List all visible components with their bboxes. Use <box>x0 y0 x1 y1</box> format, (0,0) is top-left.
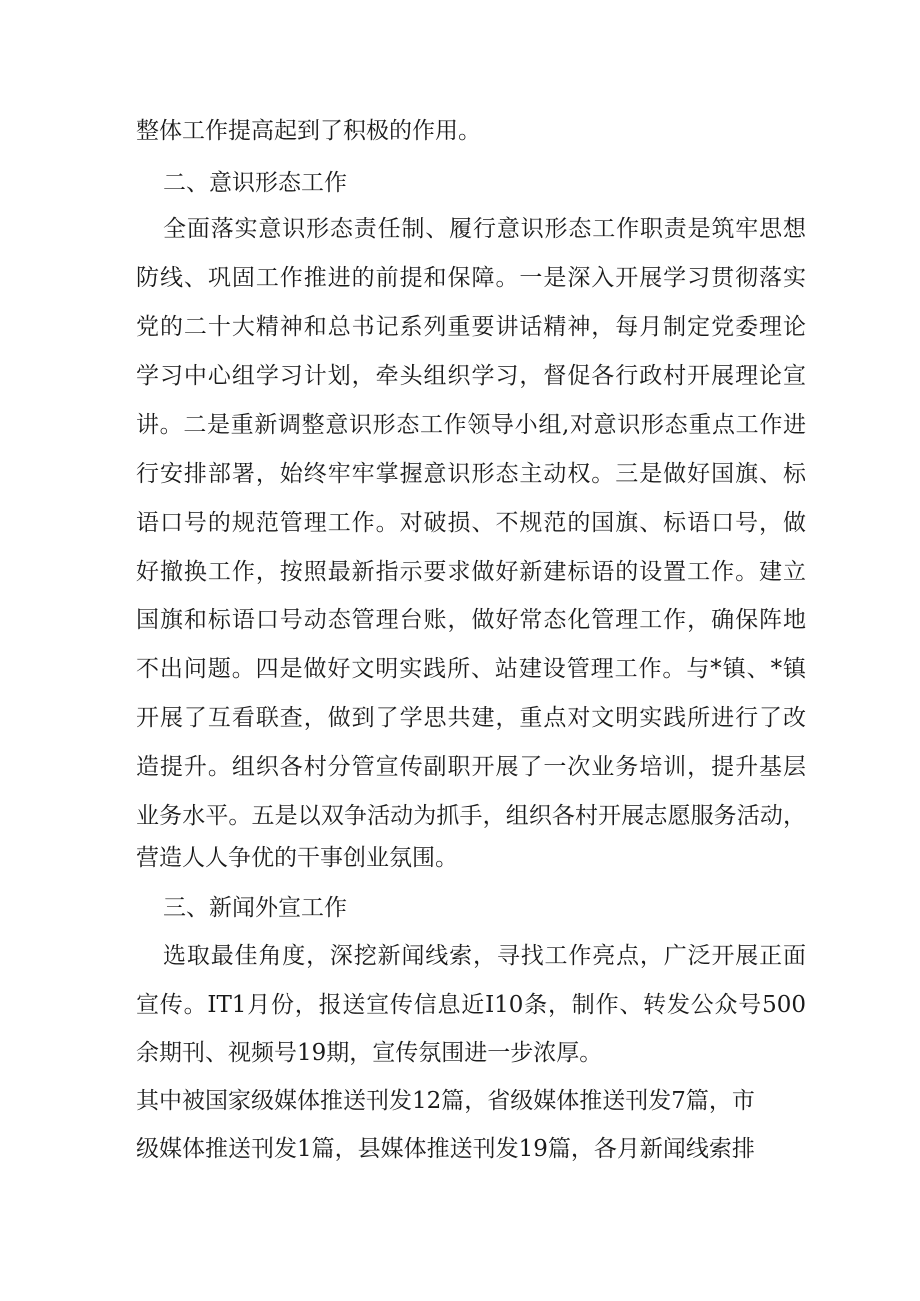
paragraph-line: 党的二十大精神和总书记系列重要讲话精神，每月制定党委理论 <box>136 314 806 340</box>
paragraph-line: 宣传。IT1月份，报送宣传信息近I10条，制作、转发公众号500 <box>136 992 806 1018</box>
paragraph-line: 国旗和标语口号动态管理台账，做好常态化管理工作，确保阵地 <box>136 607 806 633</box>
paragraph-line: 语口号的规范管理工作。对破损、不规范的国旗、标语口号，做 <box>136 510 806 536</box>
paragraph-line: 全面落实意识形态责任制、履行意识形态工作职责是筑牢思想 <box>163 216 806 242</box>
paragraph-line: 造提升。组织各村分管宣传副职开展了一次业务培训，提升基层 <box>136 754 806 780</box>
paragraph-line: 好撤换工作，按照最新指示要求做好新建标语的设置工作。建立 <box>136 559 806 585</box>
paragraph-line: 其中被国家级媒体推送刊发12篇，省级媒体推送刊发7篇，市 <box>136 1088 755 1114</box>
paragraph-line: 整体工作提高起到了积极的作用。 <box>136 118 481 144</box>
paragraph-line: 不出问题。四是做好文明实践所、站建设管理工作。与*镇、*镇 <box>136 656 806 682</box>
paragraph-line: 防线、巩固工作推进的前提和保障。一是深入开展学习贯彻落实 <box>136 265 806 291</box>
paragraph-line: 讲。二是重新调整意识形态工作领导小组,对意识形态重点工作进 <box>136 412 806 438</box>
section-heading-news: 三、新闻外宣工作 <box>163 895 347 921</box>
paragraph-line: 级媒体推送刊发1篇，县媒体推送刊发19篇，各月新闻线索排 <box>136 1136 755 1162</box>
paragraph-line: 选取最佳角度，深挖新闻线索，寻找工作亮点，广泛开展正面 <box>163 943 806 969</box>
paragraph-line: 营造人人争优的干事创业氛围。 <box>136 845 458 871</box>
paragraph-line: 开展了互看联查，做到了学思共建，重点对文明实践所进行了改 <box>136 705 806 731</box>
paragraph-line: 学习中心组学习计划，牵头组织学习，督促各行政村开展理论宣 <box>136 363 806 389</box>
paragraph-line: 余期刊、视频号19期，宣传氛围进一步浓厚。 <box>136 1040 603 1066</box>
paragraph-line: 业务水平。五是以双争活动为抓手，组织各村开展志愿服务活动， <box>136 803 806 829</box>
section-heading-ideology: 二、意识形态工作 <box>163 170 347 196</box>
paragraph-line: 行安排部署，始终牢牢掌握意识形态主动权。三是做好国旗、标 <box>136 461 806 487</box>
